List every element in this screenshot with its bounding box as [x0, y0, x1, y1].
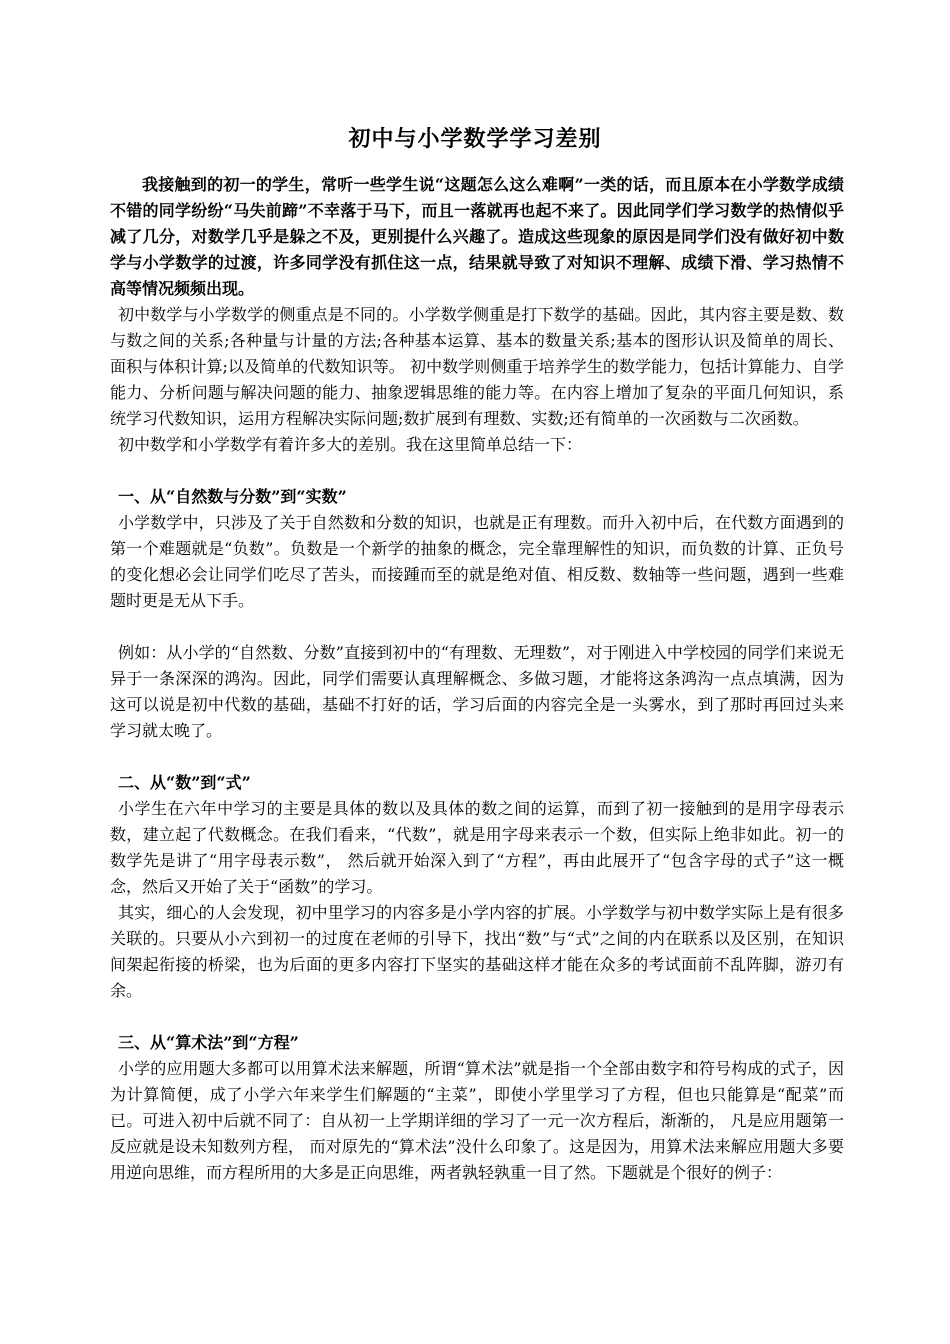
section3-paragraph-1: 小学的应用题大多都可以用算术法来解题，所谓“算术法”就是指一个全部由数字和符号构成的式子，因为计算简便，成了小学六年来学生们解题的“主菜”，即使小学里学习了方程，但也只能算是“配菜”而已。可进入初中后就不同了：自从初一上学期详细的学习了一元一次方程后，渐渐的， 凡是应用题第一反应就是设未知数列方程， 而对原先的“算术法”没什么印象了。这是因为，用算术法来解应用题大多要用逆向思维，而方程所用的大多是正向思维，两者孰轻孰重一目了然。下题就是个很好的例子： [110, 1059, 844, 1182]
section1-paragraph-2: 例如：从小学的“自然数、分数”直接到初中的“有理数、无理数”，对于刚进入中学校园的同学们来说无异于一条深深的鸿沟。因此，同学们需要认真理解概念、多做习题，才能将这条鸿沟一点点填满，因为这可以说是初中代数的基础，基础不打好的话，学习后面的内容完全是一头雾水，到了那时再回过头来学习就太晚了。 [110, 643, 844, 740]
section-heading-arithmetic-to-equation: 三、从“算术法”到“方程” [118, 1033, 299, 1052]
document-title: 初中与小学数学学习差别 [348, 126, 602, 152]
paragraph-focus-difference: 初中数学与小学数学的侧重点是不同的。小学数学侧重是打下数学的基础。因此，其内容主要是数、数与数之间的关系;各种量与计量的方法;各种基本运算、基本的数量关系;基本的图形认识及简单的周长、面积与体积计算;以及简单的代数知识等。 初中数学则侧重于培养学生的数学能力，包括计算能力、自学能力、分析问题与解决问题的能力、抽象逻辑思维的能力等。在内容上增加了复杂的平面几何知识，系统学习代数知识，运用方程解决实际问题;数扩展到有理数、实数;还有简单的一次函数与二次函数。 [110, 305, 844, 428]
paragraph-summary-lead: 初中数学和小学数学有着许多大的差别。我在这里简单总结一下： [118, 435, 583, 454]
section-heading-real-numbers: 一、从“自然数与分数”到“实数” [118, 487, 347, 506]
section2-paragraph-1: 小学生在六年中学习的主要是具体的数以及具体的数之间的运算，而到了初一接触到的是用字母表示数，建立起了代数概念。在我们看来，“代数”，就是用字母来表示一个数，但实际上绝非如此。初一的数学先是讲了“用字母表示数”， 然后就开始深入到了“方程”，再由此展开了“包含字母的式子”这一概念，然后又开始了关于“函数”的学习。 [110, 799, 844, 896]
document-body [110, 172, 844, 1186]
intro-paragraph: 我接触到的初一的学生，常听一些学生说“这题怎么这么难啊”一类的话，而且原本在小学数学成绩不错的同学纷纷“马失前蹄”不幸落于马下，而且一落就再也起不来了。因此同学们学习数学的热情似乎减了几分，对数学几乎是躲之不及，更别提什么兴趣了。造成这些现象的原因是同学们没有做好初中数学与小学数学的过渡，许多同学没有抓住这一点，结果就导致了对知识不理解、成绩下滑、学习热情不高等情况频频出现。 [110, 175, 844, 298]
section-heading-number-to-expression: 二、从“数”到“式” [118, 773, 251, 792]
section1-paragraph-1: 小学数学中，只涉及了关于自然数和分数的知识，也就是正有理数。而升入初中后，在代数方面遇到的第一个难题就是“负数”。负数是一个新学的抽象的概念，完全靠理解性的知识，而负数的计算、正负号的变化想必会让同学们吃尽了苦头，而接踵而至的就是绝对值、相反数、数轴等一些问题，遇到一些难题时更是无从下手。 [110, 513, 844, 610]
section2-paragraph-2: 其实，细心的人会发现，初中里学习的内容多是小学内容的扩展。小学数学与初中数学实际上是有很多关联的。只要从小六到初一的过度在老师的引导下，找出“数”与“式”之间的内在联系以及区别，在知识间架起衔接的桥梁，也为后面的更多内容打下坚实的基础这样才能在众多的考试面前不乱阵脚，游刃有余。 [110, 903, 844, 1000]
